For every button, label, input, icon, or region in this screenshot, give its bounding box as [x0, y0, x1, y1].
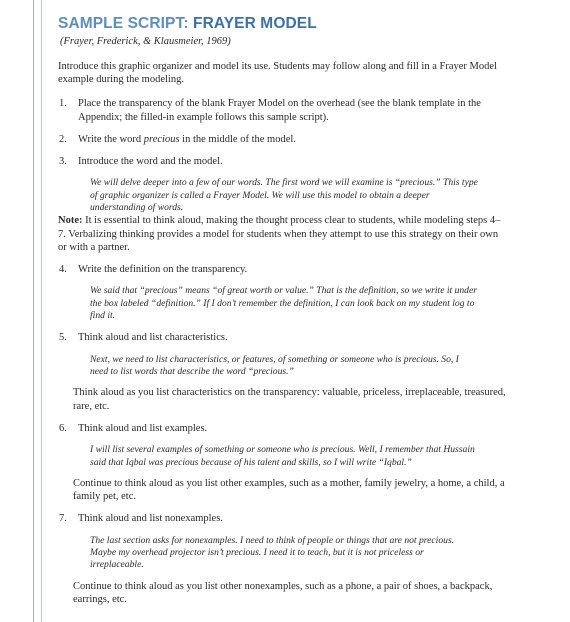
step-text: Write the word: [78, 133, 144, 145]
step-number: 1.: [59, 98, 67, 110]
step-7: [58, 512, 506, 525]
note-label: Note:: [58, 215, 83, 227]
page-title: [58, 14, 506, 33]
step-5: [58, 331, 506, 344]
step-text: Think aloud and list characteristics.: [78, 332, 228, 344]
margin-rule-inner: [41, 0, 42, 622]
step-text: Write the definition on the transparency.: [78, 264, 248, 276]
teacher-script-quote: We said that “precious” means “of great worth or value.” That is the definition, so we write it under the box labeled “definition.” If I don’t remember the definition, I can look back on my student log to find it.: [90, 285, 477, 322]
title-main: FRAYER MODEL: [193, 15, 317, 32]
step-3: [58, 155, 506, 168]
teacher-script-quote: We will delve deeper into a few of our words. The first word we will examine is “precious.” This type of graphic organizer is called a Frayer Model. We will use this model to obtain a deeper understanding of words.: [90, 177, 478, 214]
step-2: [58, 133, 506, 146]
step-text: Think aloud and list nonexamples.: [78, 513, 223, 525]
step-number: 7.: [59, 513, 67, 525]
followup-instruction: Continue to think aloud as you list other nonexamples, such as a phone, a pair of shoes, a backpack, earrings, etc.: [73, 580, 493, 605]
step-text-end: in the middle of the model.: [179, 133, 296, 145]
followup-instruction: Continue to think aloud as you list other examples, such as a mother, family jewelry, a home, a child, a family pet, etc.: [73, 477, 505, 503]
margin-rule-outer: [33, 0, 34, 622]
note-text: It is essential to think aloud, making the thought process clear to students, while modeling steps 4–7. Verbalizing thinking provides a model for students when they attempt to use this strategy on their own or with a partner.: [58, 215, 501, 253]
step-number: 2.: [59, 133, 67, 145]
step-number: 4.: [59, 264, 67, 276]
note-paragraph: [58, 214, 506, 254]
step-1: [58, 97, 506, 123]
citation: (Frayer, Frederick, & Klausmeier, 1969): [60, 36, 231, 47]
intro-paragraph: Introduce this graphic organizer and model its use. Students may follow along and fill in a Frayer Model example during the modeling.: [58, 61, 497, 86]
title-prefix: SAMPLE SCRIPT:: [58, 15, 189, 32]
step-6: [58, 422, 506, 435]
document-page: [58, 14, 506, 606]
vocab-word: precious: [143, 133, 180, 145]
step-text: Introduce the word and the model.: [78, 156, 223, 168]
teacher-script-quote: Next, we need to list characteristics, or features, of something or someone who is precious. So, I need to list words that describe the word “precious.”: [90, 353, 459, 378]
teacher-script-quote: The last section asks for nonexamples. I need to think of people or things that are not precious. Maybe my overhead projector isn’t precious. I need it to teach, but it is not priceless or irreplaceable.: [90, 534, 455, 571]
teacher-script-quote: I will list several examples of something or someone who is precious. Well, I remember that Hussain said that Iqbal was precious because of his talent and skills, so I will write “Iqbal.”: [90, 444, 475, 468]
step-text: Think aloud and list examples.: [78, 422, 208, 434]
followup-instruction: Think aloud as you list characteristics on the transparency: valuable, priceless, irreplaceable, treasured, rare, etc.: [73, 387, 506, 412]
step-number: 3.: [59, 156, 67, 168]
step-number: 5.: [59, 332, 67, 344]
step-4: [58, 263, 506, 276]
step-text: Place the transparency of the blank Frayer Model on the overhead (see the blank template in the Appendix; the filled-in example follows this sample script).: [78, 98, 481, 123]
step-number: 6.: [59, 422, 67, 434]
